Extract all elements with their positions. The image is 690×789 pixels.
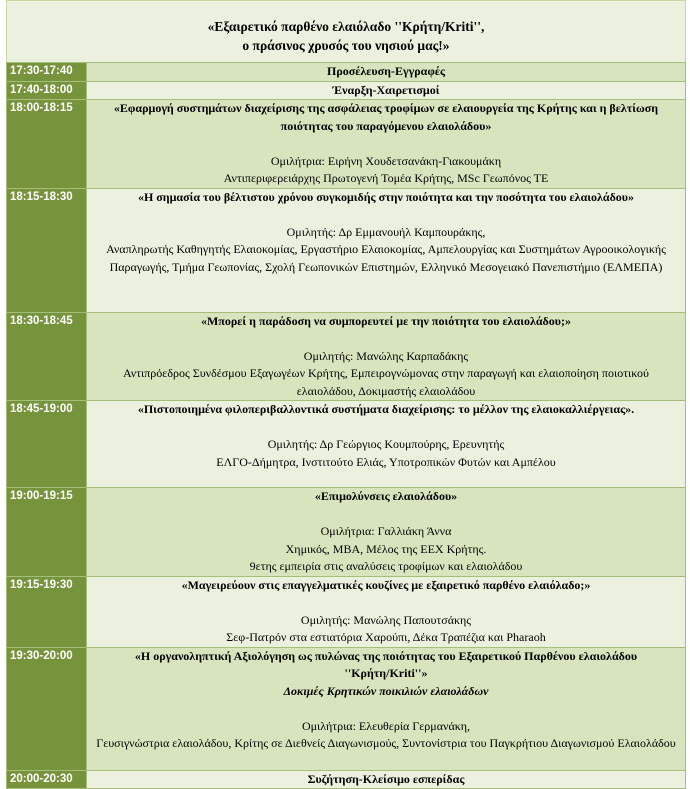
session-title: Συζήτηση-Κλείσιμο εσπερίδας [307,771,465,786]
session-cell [87,647,686,770]
session-speaker: Ομιλήτρια: Ελευθερία Γερμανάκη, [301,718,471,733]
table-row [7,770,686,789]
session-title: «Πιστοποιημένα φιλοπεριβαλλοντικά συστήματα διαχείρισης: το μέλλον της ελαιοκαλλιέργειας». [137,402,635,416]
session-speaker: Ομιλήτρια: Ειρήνη Χουδετσανάκη-Γιακουμάκη [270,153,502,168]
session-cell [87,576,686,647]
speaker-experience: 9ετης εμπειρία στις αναλύσεις τροφίμων και ελαιολάδου [249,559,523,573]
speaker-affiliation: Αντιπεριφερειάρχης Πρωτογενή Τομέα Κρήτης, MSc Γεωπόνος ΤΕ [223,171,549,185]
time-slot: 18:45-19:00 [7,401,87,488]
session-cell [87,188,686,312]
table-row [7,401,686,488]
session-cell [87,312,686,401]
session-cell [87,488,686,577]
session-title: «Μπορεί η παράδοση να συμπορευτεί με την ποιότητα του ελαιολάδου;» [200,313,572,328]
session-title: «Η οργανοληπτική Αξιολόγηση ως πυλώνας της ποιότητας του Εξαιρετικού Παρθένου ελαιολάδου ''Κρήτη/Kriti''» [134,648,638,680]
schedule-table [6,62,686,789]
session-cell [87,81,686,100]
time-slot: 19:15-19:30 [7,576,87,647]
session-title: Προσέλευση-Εγγραφές [326,64,446,78]
session-title: Έναρξη-Χαιρετισμοί [332,82,440,97]
speaker-affiliation: Χημικός, MBA, Μέλος της ΕΕΧ Κρήτης. [285,541,487,556]
time-slot: 18:30-18:45 [7,312,87,401]
session-cell [87,100,686,189]
session-title: «Η σημασία του βέλτιστου χρόνου συγκομιδής στην ποιότητα και την ποσότητα του ελαιολάδου» [137,189,635,204]
program-header [6,0,686,62]
session-speaker: Ομιλήτρια: Γαλλιάκη Άννα [320,524,452,538]
time-slot: 20:00-20:30 [7,770,87,789]
table-row [7,63,686,82]
speaker-affiliation: Αναπληρωτής Καθηγητής Ελαιοκομίας, Εργαστήριο Ελαιοκομίας, Αμπελουργίας και Συστημάτων Αγροοικολογικής Παραγωγής, Τμήμα Γεωπονίας, Σχολή Γεωπονικών Επιστημών, Ελληνικό Μεσογειακό Πανεπιστήμιο (ΕΛΜΕΠΑ) [106,242,666,274]
table-row [7,312,686,401]
session-title: «Μαγειρεύουν στις επαγγελματικές κουζίνες με εξαιρετικό παρθένο ελαιόλαδο;» [181,577,591,592]
session-speaker: Ομιλητής: Μανώλης Παπουτσάκης [300,612,472,627]
header-title-line1: «Εξαιρετικό παρθένο ελαιόλαδο ''Κρήτη/Kriti'', [207,19,485,34]
session-title: «Επιμολύνσεις ελαιολάδου» [314,489,458,503]
time-slot: 18:00-18:15 [7,100,87,189]
speaker-affiliation: Γευσιγνώστρια ελαιολάδου, Κρίτης σε Διεθνείς Διαγωνισμούς, Συντονίστρια του Παγκρήτιου Διαγωνισμού Ελαιολάδου [96,736,676,750]
speaker-affiliation: Αντιπρόεδρος Συνδέσμου Εξαγωγέων Κρήτης, Εμπειρογνώμονας στην παραγωγή και ελαιοποίηση ποιοτικού ελαιολάδου, Δοκιμαστής ελαιολάδου [123,366,649,398]
session-speaker: Ομιλητής: Δρ Γεώργιος Κουμπούρης, Ερευνητής [267,437,505,451]
table-row [7,576,686,647]
table-row [7,488,686,577]
time-slot: 18:15-18:30 [7,188,87,312]
session-cell [87,770,686,789]
session-cell [87,401,686,488]
session-cell [87,63,686,82]
time-slot: 17:40-18:00 [7,81,87,100]
time-slot: 19:00-19:15 [7,488,87,577]
header-title-line2: ο πράσινος χρυσός του νησιού μας!» [242,38,450,53]
table-row [7,81,686,100]
session-speaker: Ομιλητής: Δρ Εμμανουήλ Καμπουράκης, [286,224,486,239]
table-row [7,647,686,770]
session-subtitle: Δοκιμές Κρητικών ποικιλιών ελαιολάδων [283,683,489,698]
session-speaker: Ομιλητής: Μανώλης Καρπαδάκης [303,348,469,363]
speaker-affiliation: Σεφ-Πατρόν στα εστιατόρια Χαρούπι, Δέκα Τραπέζια και Pharaoh [226,630,546,644]
table-row [7,100,686,189]
time-slot: 17:30-17:40 [7,63,87,82]
session-title: «Εφαρμογή συστημάτων διαχείρισης της ασφάλειας τροφίμων σε ελαιουργεία της Κρήτης και η βελτίωση ποιότητας του παραγόμενου ελαιολάδου» [113,101,659,133]
table-row [7,188,686,312]
speaker-affiliation: ΕΛΓΟ-Δήμητρα, Ινστιτούτο Ελιάς, Υποτροπικών Φυτών και Αμπέλου [216,454,556,469]
time-slot: 19:30-20:00 [7,647,87,770]
